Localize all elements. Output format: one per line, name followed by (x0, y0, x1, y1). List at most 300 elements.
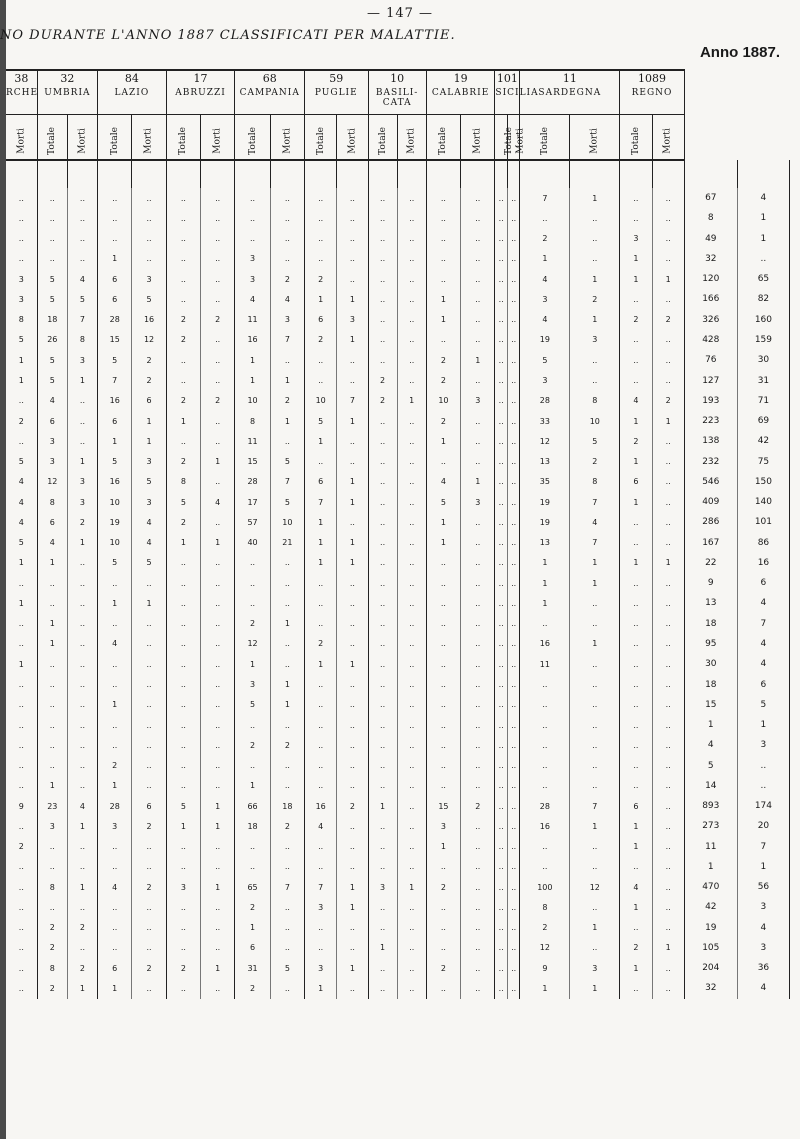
table-cell: .. (426, 634, 460, 654)
table-cell: 4 (98, 877, 132, 897)
table-cell: .. (67, 938, 97, 958)
table-cell: .. (98, 918, 132, 938)
table-cell: .. (507, 330, 519, 350)
table-cell: .. (507, 533, 519, 553)
table-cell: .. (652, 188, 684, 208)
region-name: CALABRIE (426, 85, 495, 115)
table-cell: .. (495, 573, 507, 593)
table-cell: .. (201, 330, 235, 350)
table-cell: .. (368, 208, 397, 228)
table-cell: .. (570, 695, 620, 715)
table-cell: 4 (684, 735, 737, 755)
table-cell: .. (652, 229, 684, 249)
table-cell: .. (132, 735, 166, 755)
table-cell: .. (201, 715, 235, 735)
table-cell: .. (368, 857, 397, 877)
table-cell: 1 (201, 958, 235, 978)
table-cell: 6 (737, 674, 789, 694)
spacer-cell (684, 160, 737, 188)
table-cell: 28 (235, 472, 270, 492)
table-cell: .. (652, 330, 684, 350)
table-cell: 3 (737, 938, 789, 958)
table-cell: .. (461, 614, 495, 634)
table-cell: 76 (684, 350, 737, 370)
table-cell: .. (98, 229, 132, 249)
table-cell: 35 (520, 472, 570, 492)
table-cell: 1 (37, 634, 67, 654)
table-cell: 42 (737, 431, 789, 451)
table-cell: .. (368, 512, 397, 532)
table-cell: .. (67, 573, 97, 593)
table-cell: 546 (684, 472, 737, 492)
table-row (6, 330, 790, 350)
table-cell: .. (507, 472, 519, 492)
table-cell: .. (166, 857, 200, 877)
table-cell: .. (397, 472, 426, 492)
table-cell: 2 (270, 735, 304, 755)
table-cell: 166 (684, 289, 737, 309)
table-cell: 12 (570, 877, 620, 897)
table-cell: 2 (520, 918, 570, 938)
table-cell: .. (507, 310, 519, 330)
table-cell: .. (652, 796, 684, 816)
table-cell: 19 (684, 918, 737, 938)
table-cell: .. (6, 857, 37, 877)
table-cell: .. (166, 715, 200, 735)
table-cell: 1 (166, 816, 200, 836)
table-cell: .. (270, 229, 304, 249)
table-cell: .. (37, 249, 67, 269)
table-cell: .. (132, 208, 166, 228)
table-cell: .. (67, 654, 97, 674)
table-cell: .. (461, 188, 495, 208)
table-cell: .. (305, 593, 337, 613)
table-cell: 5 (305, 411, 337, 431)
table-cell: 2 (426, 877, 460, 897)
table-cell: 1 (570, 188, 620, 208)
table-cell: .. (166, 978, 200, 998)
table-cell: 159 (737, 330, 789, 350)
sub-label-morti: Morti (270, 115, 304, 161)
table-cell: 2 (620, 310, 652, 330)
table-cell: 8 (67, 330, 97, 350)
table-cell: .. (397, 229, 426, 249)
table-cell: .. (270, 918, 304, 938)
table-cell: 1 (270, 695, 304, 715)
table-cell: .. (305, 451, 337, 471)
table-cell: 2 (132, 350, 166, 370)
table-cell: 95 (684, 634, 737, 654)
table-row (6, 391, 790, 411)
table-cell: 5 (684, 755, 737, 775)
spacer-cell (426, 160, 460, 188)
table-cell: .. (495, 350, 507, 370)
running-head: NO DURANTE L'ANNO 1887 CLASSIFICATI PER MALATTIE. (0, 28, 456, 43)
table-cell: .. (201, 249, 235, 269)
table-cell: 66 (235, 796, 270, 816)
table-cell: 1 (620, 837, 652, 857)
table-cell: .. (166, 897, 200, 917)
table-cell: 1 (337, 289, 368, 309)
sub-label-morti: Morti (570, 115, 620, 161)
table-cell: .. (397, 816, 426, 836)
table-cell: .. (507, 370, 519, 390)
table-cell: 1 (570, 816, 620, 836)
table-cell: .. (507, 674, 519, 694)
table-cell: .. (6, 431, 37, 451)
table-cell: .. (67, 776, 97, 796)
table-cell: .. (620, 208, 652, 228)
table-cell: 16 (305, 796, 337, 816)
table-row (6, 289, 790, 309)
sub-label-totale: Totale (368, 115, 397, 161)
page-number: — 147 — (366, 6, 434, 21)
spacer-cell (235, 160, 270, 188)
table-cell: 3 (235, 674, 270, 694)
table-cell: 1 (270, 614, 304, 634)
table-cell: .. (507, 350, 519, 370)
table-cell: 204 (684, 958, 737, 978)
table-cell: .. (461, 512, 495, 532)
table-cell: 5 (737, 695, 789, 715)
table-cell: .. (495, 472, 507, 492)
table-cell: 1 (337, 411, 368, 431)
table-cell: .. (570, 249, 620, 269)
table-cell: .. (507, 249, 519, 269)
table-cell: 3 (520, 370, 570, 390)
table-cell: 4 (737, 593, 789, 613)
table-cell: .. (620, 674, 652, 694)
table-cell: 11 (235, 310, 270, 330)
table-cell: 5 (37, 370, 67, 390)
table-cell: 1 (570, 310, 620, 330)
table-cell: .. (368, 593, 397, 613)
table-cell: .. (507, 411, 519, 431)
table-cell: .. (166, 289, 200, 309)
table-cell: .. (166, 938, 200, 958)
table-cell: .. (620, 533, 652, 553)
table-cell: 1 (368, 938, 397, 958)
table-cell: .. (166, 229, 200, 249)
table-cell: .. (305, 249, 337, 269)
table-row (6, 634, 790, 654)
table-cell: 67 (684, 188, 737, 208)
table-cell: 4 (67, 269, 97, 289)
table-cell: 8 (37, 958, 67, 978)
table-cell: .. (397, 695, 426, 715)
table-cell: .. (652, 472, 684, 492)
table-cell: .. (368, 249, 397, 269)
table-cell: 1 (737, 715, 789, 735)
table-cell: .. (507, 289, 519, 309)
spacer-cell (270, 160, 304, 188)
table-cell: .. (520, 614, 570, 634)
table-cell: .. (337, 208, 368, 228)
table-cell: .. (132, 755, 166, 775)
table-cell: 1 (67, 877, 97, 897)
table-cell: 6 (132, 796, 166, 816)
table-row (6, 593, 790, 613)
table-cell: 1 (337, 654, 368, 674)
table-cell: .. (337, 755, 368, 775)
table-cell: 1 (426, 512, 460, 532)
table-cell: .. (37, 188, 67, 208)
table-cell: 1 (684, 857, 737, 877)
table-cell: .. (652, 674, 684, 694)
table-cell: .. (461, 918, 495, 938)
table-cell: .. (397, 654, 426, 674)
table-row (6, 492, 790, 512)
sub-label-morti: Morti (6, 115, 37, 161)
table-cell: .. (166, 654, 200, 674)
table-cell: 19 (98, 512, 132, 532)
table-cell: .. (270, 593, 304, 613)
table-cell: .. (67, 634, 97, 654)
table-cell: 1 (37, 776, 67, 796)
table-cell: 4 (6, 512, 37, 532)
table-cell: .. (337, 695, 368, 715)
table-cell: 3 (570, 958, 620, 978)
table-cell: 6 (98, 269, 132, 289)
table-cell: .. (6, 695, 37, 715)
table-cell: .. (652, 978, 684, 998)
table-cell: .. (426, 330, 460, 350)
table-cell: .. (397, 208, 426, 228)
table-cell: .. (235, 188, 270, 208)
region-name: BASILI- CATA (368, 85, 426, 115)
table-cell: .. (461, 877, 495, 897)
table-cell: 1 (98, 776, 132, 796)
table-cell: 1 (67, 816, 97, 836)
table-cell: .. (507, 229, 519, 249)
table-cell: .. (368, 289, 397, 309)
table-cell: .. (495, 269, 507, 289)
table-cell: .. (201, 188, 235, 208)
table-cell: 6 (305, 310, 337, 330)
table-cell: .. (67, 715, 97, 735)
table-cell: .. (495, 958, 507, 978)
table-cell: .. (201, 978, 235, 998)
table-cell: .. (570, 654, 620, 674)
first-col-name: RCHE (6, 85, 37, 115)
table-row (6, 695, 790, 715)
table-cell: 8 (570, 391, 620, 411)
table-row (6, 310, 790, 330)
table-cell: 1 (305, 978, 337, 998)
table-cell: 4 (305, 816, 337, 836)
table-cell: .. (67, 188, 97, 208)
table-cell: .. (570, 674, 620, 694)
table-cell: .. (652, 877, 684, 897)
table-cell: .. (37, 229, 67, 249)
table-row (6, 755, 790, 775)
table-cell: .. (98, 654, 132, 674)
table-cell: 18 (270, 796, 304, 816)
table-cell: .. (6, 776, 37, 796)
table-cell: .. (507, 512, 519, 532)
table-cell: 3 (37, 431, 67, 451)
table-cell: 1 (67, 978, 97, 998)
table-cell: .. (397, 573, 426, 593)
table-cell: 160 (737, 310, 789, 330)
table-cell: .. (6, 229, 37, 249)
table-cell: 1 (570, 553, 620, 573)
region-name: ABRUZZI (166, 85, 235, 115)
table-cell: 4 (201, 492, 235, 512)
table-cell: .. (461, 958, 495, 978)
table-cell: 5 (166, 796, 200, 816)
table-cell: 28 (98, 310, 132, 330)
table-cell: 8 (684, 208, 737, 228)
spacer-cell (507, 160, 519, 188)
table-cell: .. (368, 492, 397, 512)
table-cell: 3 (737, 897, 789, 917)
table-cell: .. (507, 391, 519, 411)
table-cell: .. (270, 755, 304, 775)
table-cell: 5 (270, 958, 304, 978)
table-cell: 1 (737, 208, 789, 228)
spacer-cell (495, 160, 507, 188)
table-cell: 10 (235, 391, 270, 411)
table-cell: .. (6, 938, 37, 958)
sub-label-totale: Totale (305, 115, 337, 161)
table-cell: .. (397, 958, 426, 978)
table-cell: .. (397, 715, 426, 735)
spacer-cell (652, 160, 684, 188)
table-cell: .. (426, 654, 460, 674)
table-cell: .. (270, 208, 304, 228)
table-cell: .. (461, 431, 495, 451)
table-cell: .. (270, 553, 304, 573)
table-cell: 6 (235, 938, 270, 958)
table-cell: 10 (98, 492, 132, 512)
table-cell: 6 (305, 472, 337, 492)
table-cell: 1 (337, 533, 368, 553)
table-cell: 7 (270, 472, 304, 492)
table-cell: 28 (98, 796, 132, 816)
table-cell: .. (426, 857, 460, 877)
table-cell: .. (305, 695, 337, 715)
table-row (6, 796, 790, 816)
table-cell: 101 (737, 512, 789, 532)
table-cell: .. (270, 350, 304, 370)
table-cell: .. (652, 816, 684, 836)
table-cell: .. (737, 776, 789, 796)
table-cell: 8 (37, 877, 67, 897)
table-cell: 75 (737, 451, 789, 471)
table-cell: .. (652, 776, 684, 796)
table-cell: .. (6, 715, 37, 735)
table-cell: .. (235, 208, 270, 228)
table-cell: 138 (684, 431, 737, 451)
table-cell: 1 (652, 553, 684, 573)
table-cell: 7 (270, 877, 304, 897)
table-cell: 1 (426, 310, 460, 330)
table-cell: 7 (305, 492, 337, 512)
table-cell: .. (507, 816, 519, 836)
table-cell: 8 (37, 492, 67, 512)
table-cell: .. (397, 370, 426, 390)
table-cell: .. (201, 229, 235, 249)
table-cell: .. (495, 492, 507, 512)
table-cell: .. (270, 249, 304, 269)
table-cell: .. (507, 796, 519, 816)
table-cell: 71 (737, 391, 789, 411)
table-cell: 3 (67, 492, 97, 512)
table-cell: .. (507, 208, 519, 228)
table-cell: 30 (737, 350, 789, 370)
table-cell: 5 (98, 350, 132, 370)
table-cell: 2 (368, 391, 397, 411)
table-cell: 4 (426, 472, 460, 492)
table-cell: 2 (132, 816, 166, 836)
table-cell: .. (201, 472, 235, 492)
table-cell: 3 (6, 289, 37, 309)
region-number: 19 (426, 70, 495, 85)
table-cell: .. (98, 938, 132, 958)
table-cell: .. (305, 918, 337, 938)
table-cell: .. (426, 938, 460, 958)
table-cell: .. (132, 837, 166, 857)
table-cell: 5 (132, 472, 166, 492)
table-cell: .. (201, 269, 235, 289)
table-cell: 7 (737, 837, 789, 857)
table-cell: .. (507, 654, 519, 674)
table-cell: 5 (98, 451, 132, 471)
region-number: 11 (520, 70, 620, 85)
table-cell: .. (201, 918, 235, 938)
table-cell: .. (520, 674, 570, 694)
table-cell: .. (201, 350, 235, 370)
table-cell: .. (461, 735, 495, 755)
table-cell: 3 (305, 897, 337, 917)
table-cell: .. (270, 837, 304, 857)
table-cell: 1 (620, 897, 652, 917)
table-cell: 5 (6, 533, 37, 553)
table-cell: .. (570, 755, 620, 775)
table-cell: .. (461, 695, 495, 715)
table-cell: .. (337, 188, 368, 208)
table-cell: 1 (620, 492, 652, 512)
table-cell: 4 (6, 492, 37, 512)
table-cell: 2 (652, 391, 684, 411)
table-cell: .. (337, 978, 368, 998)
table-cell: .. (570, 735, 620, 755)
table-cell: 4 (132, 512, 166, 532)
table-row (6, 918, 790, 938)
table-cell: .. (461, 857, 495, 877)
table-cell: 273 (684, 816, 737, 836)
table-cell: 5 (520, 350, 570, 370)
table-cell: .. (461, 249, 495, 269)
table-cell: .. (67, 391, 97, 411)
table-cell: 1 (337, 877, 368, 897)
table-cell: .. (166, 269, 200, 289)
table-cell: .. (305, 776, 337, 796)
table-cell: 3 (337, 310, 368, 330)
table-cell: .. (305, 674, 337, 694)
table-cell: .. (166, 553, 200, 573)
table-cell: .. (570, 593, 620, 613)
table-cell: 18 (684, 614, 737, 634)
table-cell: .. (397, 614, 426, 634)
region-name: REGNO (620, 85, 685, 115)
table-cell: 1 (6, 553, 37, 573)
table-cell: .. (6, 208, 37, 228)
table-cell: .. (337, 715, 368, 735)
table-cell: .. (397, 310, 426, 330)
table-cell: .. (495, 715, 507, 735)
